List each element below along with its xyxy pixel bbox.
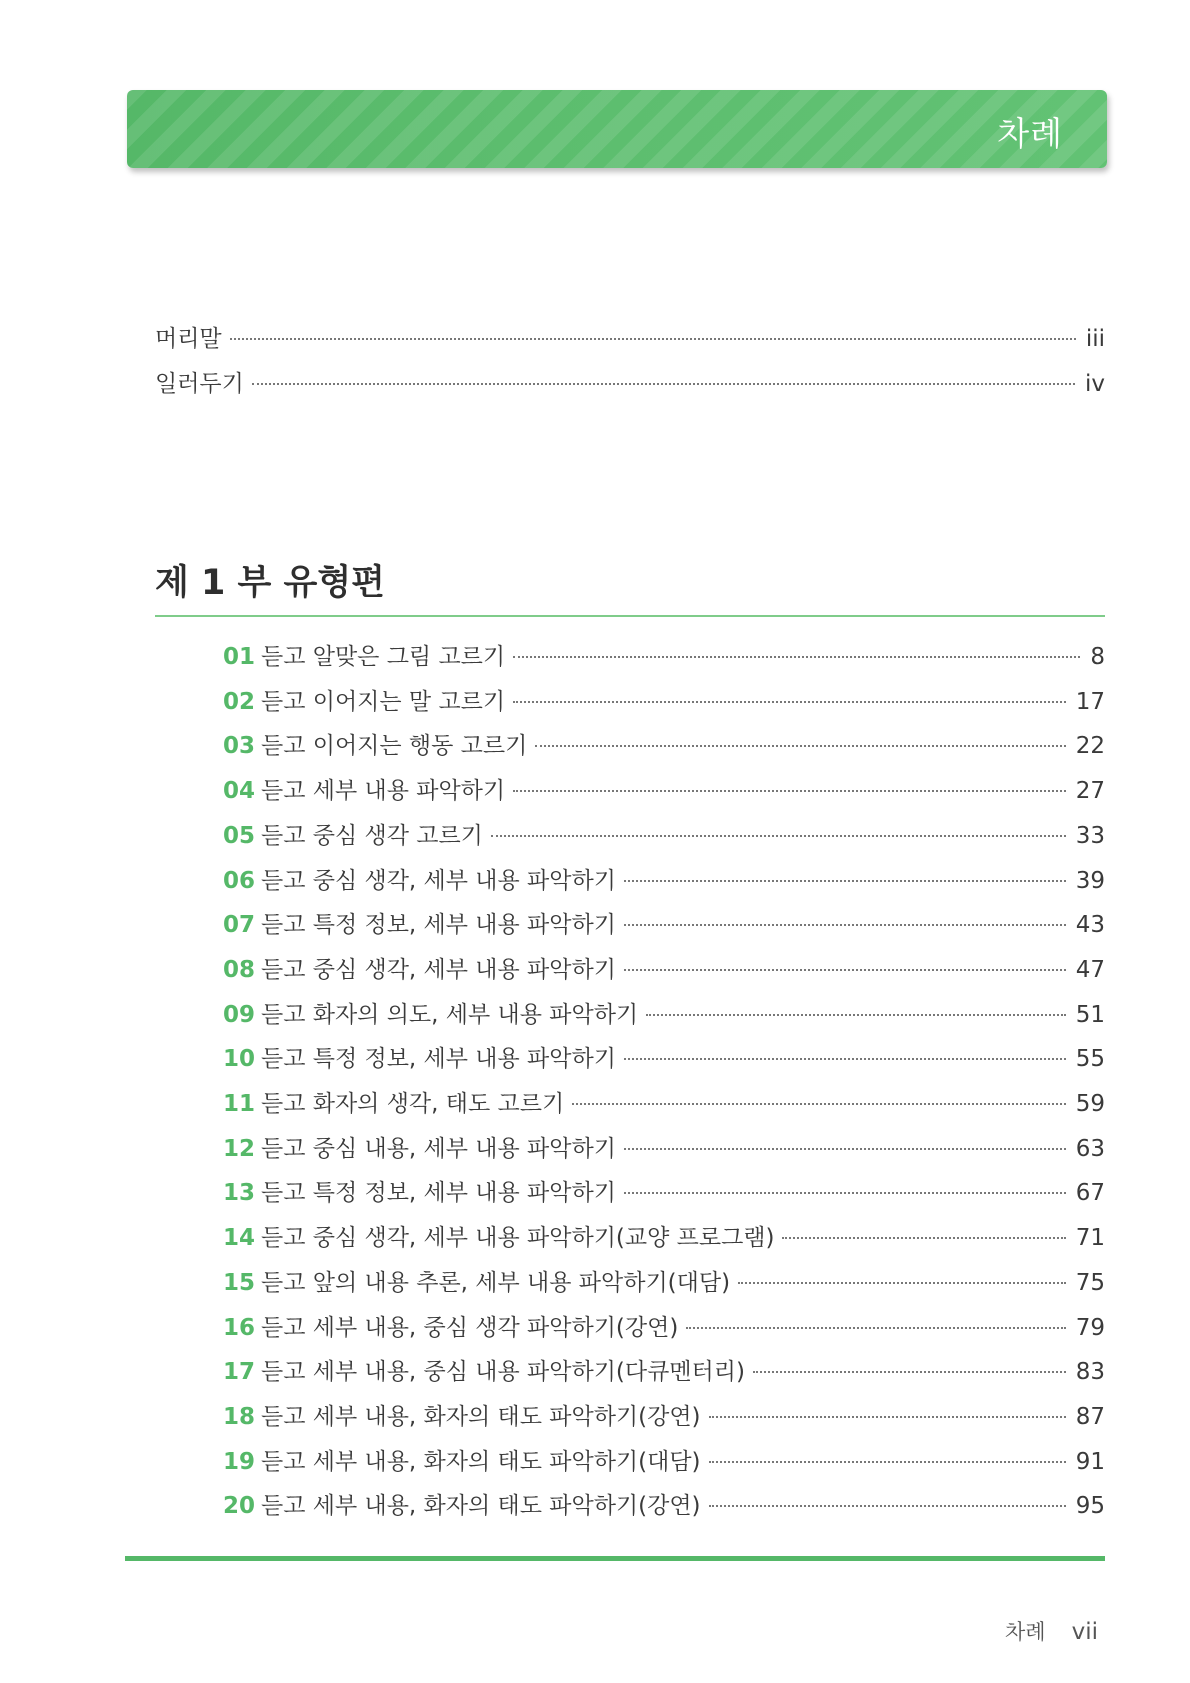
dot-leader (753, 1371, 1066, 1373)
chapter-title: 듣고 세부 내용, 중심 생각 파악하기(강연) (261, 1314, 679, 1341)
chapter-title: 듣고 화자의 의도, 세부 내용 파악하기 (261, 1001, 639, 1028)
chapter-title: 듣고 이어지는 행동 고르기 (261, 733, 528, 760)
chapter-number: 06 (223, 867, 256, 894)
chapter-page: 33 (1075, 822, 1105, 849)
chapter-title: 듣고 중심 내용, 세부 내용 파악하기 (261, 1135, 616, 1162)
dot-leader (624, 880, 1066, 882)
chapter-number: 04 (223, 778, 256, 805)
chapter-title: 듣고 이어지는 말 고르기 (261, 688, 506, 715)
chapter-page: 75 (1075, 1269, 1105, 1296)
chapter-page: 67 (1075, 1180, 1105, 1207)
chapter-title: 듣고 앞의 내용 추론, 세부 내용 파악하기(대담) (261, 1269, 731, 1296)
chapter-entry[interactable] (223, 1398, 1105, 1431)
page-footer (1005, 1616, 1098, 1646)
chapter-page: 43 (1075, 912, 1105, 939)
chapter-title: 듣고 중심 생각 고르기 (261, 822, 483, 849)
bottom-divider (125, 1556, 1105, 1561)
chapter-number: 13 (223, 1180, 256, 1207)
chapter-entry[interactable] (223, 817, 1105, 850)
chapter-number: 02 (223, 688, 256, 715)
chapter-number: 09 (223, 1001, 256, 1028)
chapter-number: 08 (223, 956, 256, 983)
chapter-entry[interactable] (223, 1130, 1105, 1163)
chapter-page: 91 (1075, 1448, 1105, 1475)
chapter-number: 16 (223, 1314, 256, 1341)
chapter-entry[interactable] (223, 727, 1105, 760)
chapter-title: 듣고 세부 내용 파악하기 (261, 778, 506, 805)
part-heading: 제 1 부 유형편 (155, 563, 385, 603)
chapter-title: 듣고 세부 내용, 중심 내용 파악하기(다큐멘터리) (261, 1359, 745, 1386)
toc-entry-page: iv (1084, 371, 1105, 397)
dot-leader (709, 1416, 1066, 1418)
chapter-entry[interactable] (223, 1443, 1105, 1476)
chapter-page: 59 (1075, 1091, 1105, 1117)
chapter-title: 듣고 세부 내용, 화자의 태도 파악하기(강연) (261, 1403, 701, 1430)
chapter-page: 22 (1075, 733, 1105, 760)
chapter-entry[interactable] (223, 1219, 1105, 1252)
header-banner (127, 90, 1107, 168)
dot-leader (513, 701, 1066, 703)
chapter-entry[interactable] (223, 1309, 1105, 1342)
dot-leader (738, 1282, 1066, 1284)
dot-leader (709, 1461, 1066, 1463)
chapter-entry[interactable] (223, 951, 1105, 984)
chapter-title: 듣고 화자의 생각, 태도 고르기 (261, 1091, 565, 1117)
chapter-number: 18 (223, 1403, 256, 1430)
toc-entry-label: 일러두기 (155, 371, 244, 397)
dot-leader (230, 338, 1076, 340)
chapter-entry[interactable] (223, 1264, 1105, 1297)
dot-leader (535, 745, 1065, 747)
chapter-number: 12 (223, 1135, 256, 1162)
chapter-number: 15 (223, 1269, 256, 1296)
dot-leader (491, 835, 1066, 837)
chapter-title: 듣고 중심 생각, 세부 내용 파악하기(교양 프로그램) (261, 1225, 775, 1252)
chapter-entry[interactable] (223, 1040, 1105, 1073)
chapter-number: 20 (223, 1493, 256, 1520)
chapter-entry[interactable] (223, 1353, 1105, 1386)
dot-leader (686, 1327, 1065, 1329)
chapter-number: 19 (223, 1448, 256, 1475)
chapter-title: 듣고 세부 내용, 화자의 태도 파악하기(대담) (261, 1448, 701, 1475)
chapter-title: 듣고 알맞은 그림 고르기 (261, 644, 506, 670)
chapter-page: 51 (1075, 1001, 1105, 1028)
dot-leader (624, 969, 1066, 971)
banner-title: 차례 (997, 114, 1063, 153)
chapter-page: 83 (1075, 1359, 1105, 1386)
chapter-entry[interactable] (223, 1085, 1105, 1118)
chapter-entry[interactable] (223, 996, 1105, 1029)
chapter-entry[interactable] (223, 906, 1105, 939)
chapter-page: 63 (1075, 1135, 1105, 1162)
chapter-entry[interactable] (223, 772, 1105, 805)
dot-leader (572, 1103, 1066, 1105)
toc-entry-preface[interactable] (155, 320, 1105, 353)
toc-entry-label: 머리말 (155, 326, 222, 352)
part-divider (155, 615, 1105, 617)
chapter-page: 95 (1075, 1493, 1105, 1520)
chapter-number: 03 (223, 733, 256, 760)
chapter-entry[interactable] (223, 638, 1105, 671)
chapter-number: 17 (223, 1359, 256, 1386)
chapter-number: 05 (223, 822, 256, 849)
dot-leader (624, 1058, 1066, 1060)
chapter-page: 71 (1075, 1225, 1105, 1252)
chapter-title: 듣고 중심 생각, 세부 내용 파악하기 (261, 956, 616, 983)
chapter-number: 11 (223, 1091, 256, 1117)
dot-leader (709, 1505, 1066, 1507)
dot-leader (252, 383, 1075, 385)
dot-leader (513, 790, 1066, 792)
dot-leader (624, 1148, 1066, 1150)
chapter-number: 07 (223, 912, 256, 939)
dot-leader (624, 1192, 1066, 1194)
chapter-number: 14 (223, 1225, 256, 1252)
chapter-page: 55 (1075, 1046, 1105, 1073)
chapter-page: 17 (1075, 688, 1105, 715)
chapter-entry[interactable] (223, 1174, 1105, 1207)
chapter-entry[interactable] (223, 862, 1105, 895)
chapter-entry[interactable] (223, 683, 1105, 716)
chapter-title: 듣고 특정 정보, 세부 내용 파악하기 (261, 912, 616, 939)
chapter-title: 듣고 중심 생각, 세부 내용 파악하기 (261, 867, 616, 894)
chapter-page: 27 (1075, 778, 1105, 805)
chapter-number: 10 (223, 1046, 256, 1073)
chapter-title: 듣고 세부 내용, 화자의 태도 파악하기(강연) (261, 1493, 701, 1520)
dot-leader (513, 656, 1080, 658)
toc-entry-page: iii (1085, 326, 1105, 352)
chapter-title: 듣고 특정 정보, 세부 내용 파악하기 (261, 1180, 616, 1207)
chapter-entry[interactable] (223, 1487, 1105, 1520)
chapter-number: 01 (223, 644, 256, 670)
chapter-page: 79 (1075, 1314, 1105, 1341)
footer-page-number: vii (1071, 1619, 1098, 1645)
chapter-page: 87 (1075, 1403, 1105, 1430)
chapter-page: 8 (1090, 644, 1105, 670)
dot-leader (624, 924, 1066, 926)
chapter-page: 47 (1075, 956, 1105, 983)
toc-entry-guide[interactable] (155, 365, 1105, 398)
dot-leader (782, 1237, 1065, 1239)
dot-leader (646, 1014, 1066, 1016)
chapter-page: 39 (1075, 867, 1105, 894)
footer-section: 차례 (1005, 1620, 1046, 1644)
chapter-title: 듣고 특정 정보, 세부 내용 파악하기 (261, 1046, 616, 1073)
